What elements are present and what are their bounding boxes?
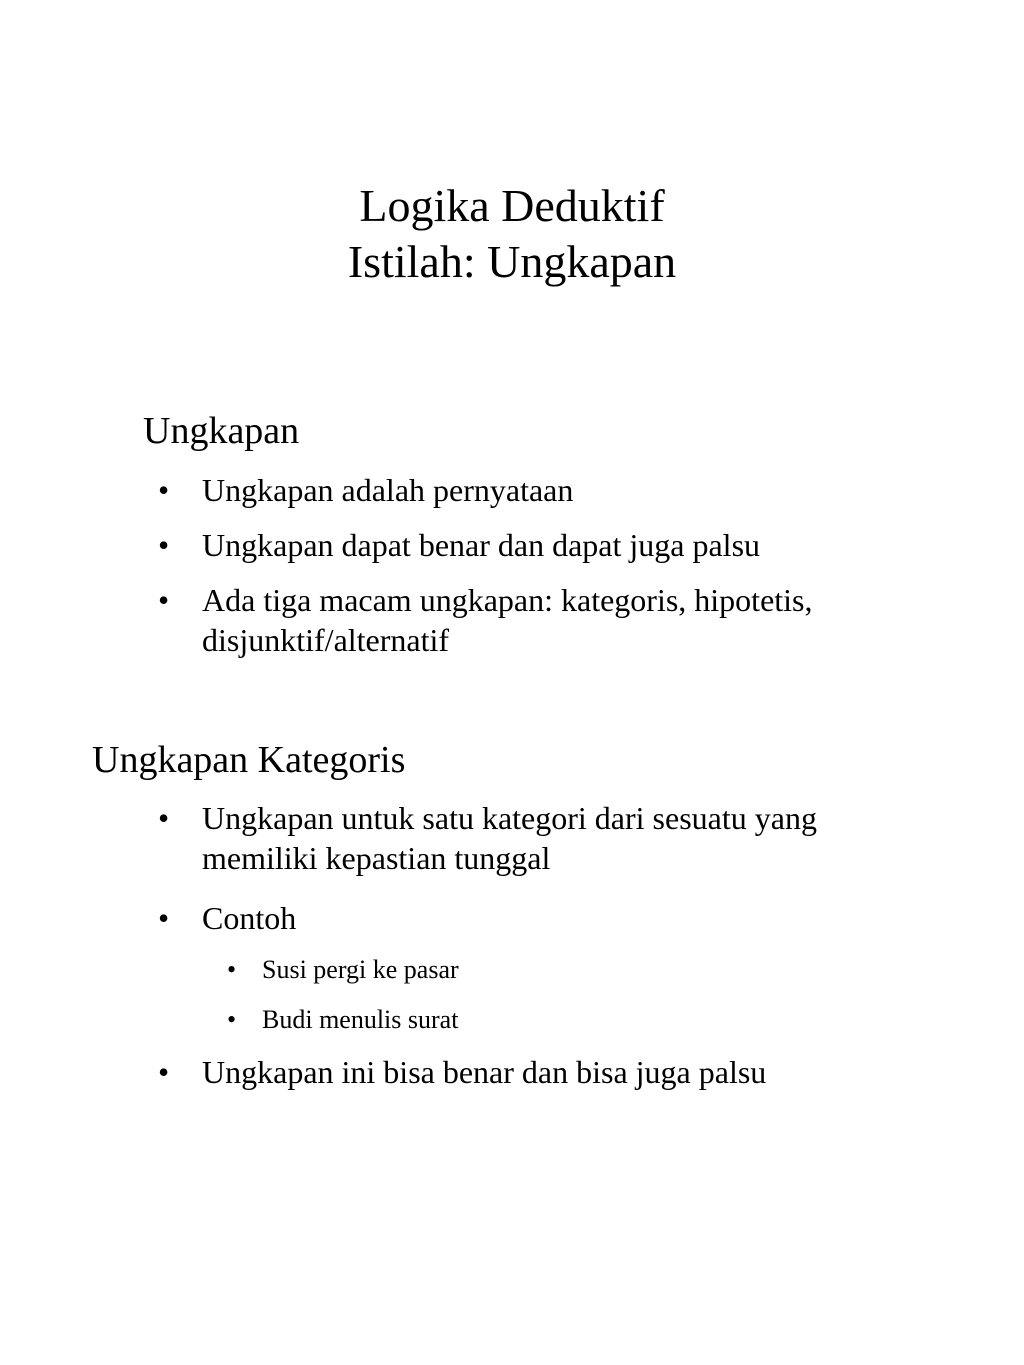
list-item-text-line-1: Ada tiga macam ungkapan: kategoris, hipotetis, <box>202 582 813 618</box>
sub-list-item-text: Budi menulis surat <box>262 1005 459 1034</box>
bullet-marker: • <box>158 472 170 508</box>
bullet-marker: • <box>158 800 170 836</box>
list-item-text-line-1: Ungkapan untuk satu kategori dari sesuatu yang <box>202 800 817 836</box>
bullet-marker: • <box>227 1005 237 1034</box>
sub-list-item-text: Susi pergi ke pasar <box>262 955 459 984</box>
bullet-marker: • <box>158 582 170 618</box>
list-item-text: Ungkapan ini bisa benar dan bisa juga palsu <box>202 1054 767 1090</box>
list-item-text: Contoh <box>202 900 297 936</box>
bullet-marker: • <box>227 955 237 984</box>
title-line-2: Istilah: Ungkapan <box>347 236 677 287</box>
list-item-text <box>202 580 1002 660</box>
list-item-text-line-2: disjunktif/alternatif <box>202 622 450 658</box>
bullet-marker: • <box>158 900 170 936</box>
bullet-marker: • <box>158 1054 170 1090</box>
list-item-text-line-2: memiliki kepastian tunggal <box>202 840 551 876</box>
list-item-text: Ungkapan adalah pernyataan <box>202 472 574 508</box>
section-heading-ungkapan: Ungkapan <box>143 410 300 452</box>
bullet-marker: • <box>158 527 170 563</box>
section-heading-ungkapan-kategoris: Ungkapan Kategoris <box>92 739 406 781</box>
list-item-text <box>202 798 1002 878</box>
slide-title <box>0 178 1024 290</box>
list-item-text: Ungkapan dapat benar dan dapat juga palsu <box>202 527 761 563</box>
title-line-1: Logika Deduktif <box>359 180 665 231</box>
